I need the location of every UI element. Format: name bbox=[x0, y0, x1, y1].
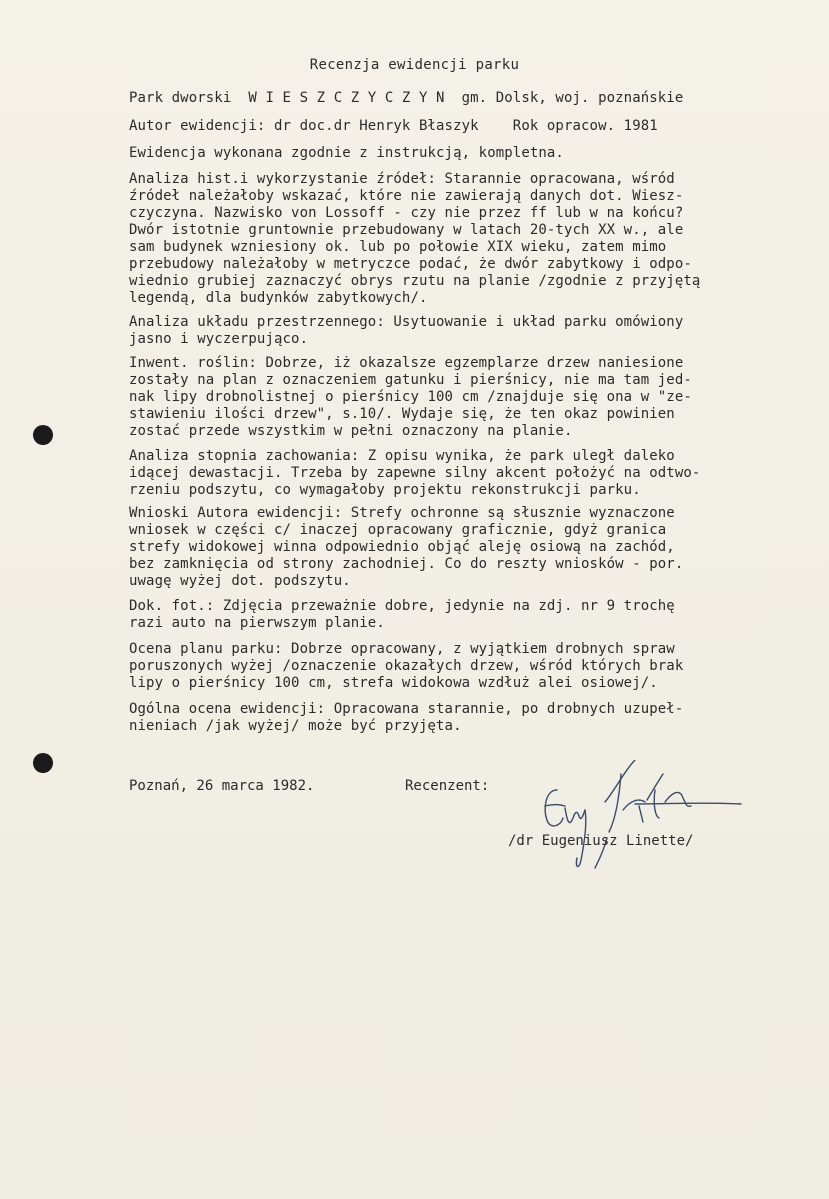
park-line: Park dworski W I E S Z C Z Y C Z Y N gm. Dolsk, woj. poznańskie bbox=[129, 90, 684, 106]
handwritten-signature bbox=[535, 760, 745, 880]
text-line: Ogólna ocena ewidencji: Opracowana starannie, po drobnych uzupeł- bbox=[129, 701, 684, 717]
text-line: nak lipy drobnolistnej o pierśnicy 100 cm /znajduje się ona w "ze- bbox=[129, 389, 692, 405]
text-line: strefy widokowej winna odpowiednio objąć aleję osiową na zachód, bbox=[129, 539, 675, 555]
reviewer-label: Recenzent: bbox=[405, 778, 490, 794]
text-line: uwagę wyżej dot. podszytu. bbox=[129, 573, 351, 589]
text-line: nieniach /jak wyżej/ może być przyjęta. bbox=[129, 718, 462, 734]
text-line: bez zamknięcia od strony zachodniej. Co do reszty wniosków - por. bbox=[129, 556, 684, 572]
text-line: Wnioski Autora ewidencji: Strefy ochronne są słusznie wyznaczone bbox=[129, 505, 675, 521]
text-line: razi auto na pierwszym planie. bbox=[129, 615, 385, 631]
text-line: Inwent. roślin: Dobrze, iż okazalsze egzemplarze drzew naniesione bbox=[129, 355, 684, 371]
place-date: Poznań, 26 marca 1982. bbox=[129, 778, 315, 794]
text-line: poruszonych wyżej /oznaczenie okazałych drzew, wśród których brak bbox=[129, 658, 684, 674]
text-line: lipy o pierśnicy 100 cm, strefa widokowa wzdłuż alei osiowej/. bbox=[129, 675, 658, 691]
text-line: wniosek w części c/ inaczej opracowany graficznie, gdyż granica bbox=[129, 522, 667, 538]
text-line: wiednio grubiej zaznaczyć obrys rzutu na planie /zgodnie z przyjętą bbox=[129, 273, 701, 289]
text-line: Dok. fot.: Zdjęcia przeważnie dobre, jedynie na zdj. nr 9 trochę bbox=[129, 598, 675, 614]
text-line: źródeł należałoby wskazać, które nie zawierają danych dot. Wiesz- bbox=[129, 188, 684, 204]
text-line: czyczyna. Nazwisko von Lossoff - czy nie przez ff lub w na końcu? bbox=[129, 205, 684, 221]
text-line: idącej dewastacji. Trzeba by zapewne silny akcent położyć na odtwo- bbox=[129, 465, 701, 481]
text-line: sam budynek wzniesiony ok. lub po połowie XIX wieku, zatem mimo bbox=[129, 239, 667, 255]
text-line: jasno i wyczerpująco. bbox=[129, 331, 309, 347]
completeness-line: Ewidencja wykonana zgodnie z instrukcją, kompletna. bbox=[129, 145, 564, 161]
text-line: Analiza hist.i wykorzystanie źródeł: Starannie opracowana, wśród bbox=[129, 171, 675, 187]
text-line: Analiza układu przestrzennego: Usytuowanie i układ parku omówiony bbox=[129, 314, 684, 330]
text-line: Ocena planu parku: Dobrze opracowany, z wyjątkiem drobnych spraw bbox=[129, 641, 675, 657]
document-title: Recenzja ewidencji parku bbox=[309, 57, 520, 73]
text-line: legendą, dla budynków zabytkowych/. bbox=[129, 290, 428, 306]
punch-hole-top bbox=[33, 425, 53, 445]
text-line: rzeniu podszytu, co wymagałoby projektu rekonstrukcji parku. bbox=[129, 482, 641, 498]
text-line: Analiza stopnia zachowania: Z opisu wynika, że park uległ daleko bbox=[129, 448, 675, 464]
text-line: Dwór istotnie gruntownie przebudowany w latach 20-tych XX w., ale bbox=[129, 222, 684, 238]
text-line: zostały na plan z oznaczeniem gatunku i pierśnicy, nie ma tam jed- bbox=[129, 372, 692, 388]
text-line: stawieniu ilości drzew", s.10/. Wydaje się, że ten okaz powinien bbox=[129, 406, 675, 422]
author-line: Autor ewidencji: dr doc.dr Henryk Błaszyk Rok opracow. 1981 bbox=[129, 118, 658, 134]
text-line: zostać przede wszystkim w pełni oznaczony na planie. bbox=[129, 423, 573, 439]
text-line: przebudowy należałoby w metryczce podać, że dwór zabytkowy i odpo- bbox=[129, 256, 692, 272]
punch-hole-bottom bbox=[33, 753, 53, 773]
reviewer-name: /dr Eugeniusz Linette/ bbox=[508, 833, 694, 849]
